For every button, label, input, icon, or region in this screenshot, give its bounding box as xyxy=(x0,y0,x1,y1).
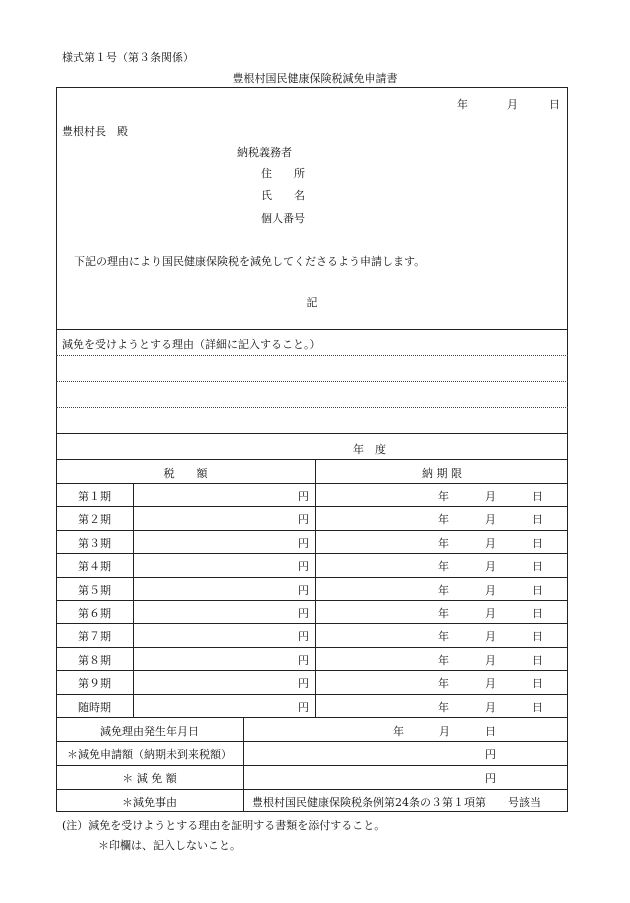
deadline-header: 納 期 限 xyxy=(422,467,462,480)
deadline-day: 日 xyxy=(532,607,543,620)
period-label: 第２期 xyxy=(78,513,111,526)
date-year-label: 年 xyxy=(457,98,468,111)
deadline-year: 年 xyxy=(438,654,449,667)
period-label: 第８期 xyxy=(78,654,111,667)
exemption-reason-text: 豊根村国民健康保険税条例第24条の３第１項第 号該当 xyxy=(252,796,541,809)
deadline-month: 月 xyxy=(485,537,496,550)
deadline-month: 月 xyxy=(485,654,496,667)
exemption-amount-label: ＊ 減 免 額 xyxy=(122,772,177,785)
reason-label: 減免を受けようとする理由（詳細に記入すること。） xyxy=(62,338,321,351)
deadline-year: 年 xyxy=(438,607,449,620)
yen-unit: 円 xyxy=(298,537,309,550)
personal-number-label: 個人番号 xyxy=(261,212,305,225)
request-amount-label: ＊減免申請額（納期未到来税額） xyxy=(67,748,232,761)
addressee: 豊根村長 殿 xyxy=(62,125,128,138)
note-attachment: (注）減免を受けようとする理由を証明する書類を添付すること。 xyxy=(62,819,386,832)
reason-line xyxy=(56,381,568,382)
yen-unit: 円 xyxy=(298,513,309,526)
row-divider xyxy=(56,577,568,578)
tax-amount-header: 税 額 xyxy=(163,467,208,480)
period-label: 第６期 xyxy=(78,607,111,620)
period-label: 第３期 xyxy=(78,537,111,550)
occurrence-year: 年 xyxy=(393,725,404,738)
deadline-day: 日 xyxy=(532,701,543,714)
deadline-day: 日 xyxy=(532,584,543,597)
yen-unit: 円 xyxy=(298,701,309,714)
yen-unit: 円 xyxy=(298,584,309,597)
name-label: 氏 名 xyxy=(261,189,305,202)
row-divider xyxy=(56,483,568,484)
period-label: 第４期 xyxy=(78,560,111,573)
deadline-year: 年 xyxy=(438,630,449,643)
deadline-month: 月 xyxy=(485,607,496,620)
deadline-year: 年 xyxy=(438,584,449,597)
deadline-month: 月 xyxy=(485,630,496,643)
yen-unit: 円 xyxy=(298,560,309,573)
address-label: 住 所 xyxy=(261,167,305,180)
deadline-year: 年 xyxy=(438,513,449,526)
period-label: 第９期 xyxy=(78,677,111,690)
yen-unit: 円 xyxy=(298,654,309,667)
deadline-year: 年 xyxy=(438,560,449,573)
occurrence-month: 月 xyxy=(439,725,450,738)
form-number: 様式第１号（第３条関係） xyxy=(62,51,194,64)
period-label: 第１期 xyxy=(78,490,111,503)
deadline-day: 日 xyxy=(532,537,543,550)
deadline-day: 日 xyxy=(532,490,543,503)
row-divider xyxy=(56,553,568,554)
deadline-year: 年 xyxy=(438,701,449,714)
deadline-year: 年 xyxy=(438,677,449,690)
deadline-month: 月 xyxy=(485,560,496,573)
divider xyxy=(56,717,568,718)
deadline-day: 日 xyxy=(532,630,543,643)
period-label: 第５期 xyxy=(78,584,111,597)
row-divider xyxy=(56,600,568,601)
occurrence-day: 日 xyxy=(485,725,496,738)
request-amount-yen: 円 xyxy=(485,748,496,761)
row-divider xyxy=(56,623,568,624)
deadline-month: 月 xyxy=(485,490,496,503)
reason-line xyxy=(56,355,568,356)
request-text: 下記の理由により国民健康保険税を減免してくださるよう申請します。 xyxy=(74,255,426,268)
ki-label: 記 xyxy=(306,296,318,309)
divider xyxy=(56,433,568,434)
occurrence-date-label: 減免理由発生年月日 xyxy=(100,725,199,738)
date-day-label: 日 xyxy=(549,98,560,111)
page-title: 豊根村国民健康保険税減免申請書 xyxy=(232,72,398,85)
deadline-year: 年 xyxy=(438,537,449,550)
fiscal-year-label: 年 度 xyxy=(353,443,386,456)
note-asterisk: ＊印欄は、記入しないこと。 xyxy=(98,839,241,852)
yen-unit: 円 xyxy=(298,630,309,643)
yen-unit: 円 xyxy=(298,677,309,690)
divider xyxy=(56,789,568,790)
deadline-month: 月 xyxy=(485,701,496,714)
yen-unit: 円 xyxy=(298,490,309,503)
row-divider xyxy=(56,670,568,671)
period-label: 随時期 xyxy=(78,701,111,714)
yen-unit: 円 xyxy=(298,607,309,620)
applicant-heading: 納税義務者 xyxy=(237,146,292,159)
row-divider xyxy=(56,694,568,695)
row-divider xyxy=(56,530,568,531)
deadline-month: 月 xyxy=(485,677,496,690)
date-month-label: 月 xyxy=(507,98,518,111)
column-divider xyxy=(315,459,316,717)
deadline-day: 日 xyxy=(532,654,543,667)
divider xyxy=(56,329,568,330)
reason-line xyxy=(56,407,568,408)
exemption-amount-yen: 円 xyxy=(485,772,496,785)
deadline-day: 日 xyxy=(532,513,543,526)
deadline-day: 日 xyxy=(532,560,543,573)
divider xyxy=(56,765,568,766)
period-label: 第７期 xyxy=(78,630,111,643)
divider xyxy=(56,741,568,742)
row-divider xyxy=(56,647,568,648)
deadline-year: 年 xyxy=(438,490,449,503)
deadline-day: 日 xyxy=(532,677,543,690)
exemption-reason-label: ＊減免事由 xyxy=(122,796,177,809)
deadline-month: 月 xyxy=(485,584,496,597)
divider xyxy=(56,459,568,460)
row-divider xyxy=(56,506,568,507)
deadline-month: 月 xyxy=(485,513,496,526)
